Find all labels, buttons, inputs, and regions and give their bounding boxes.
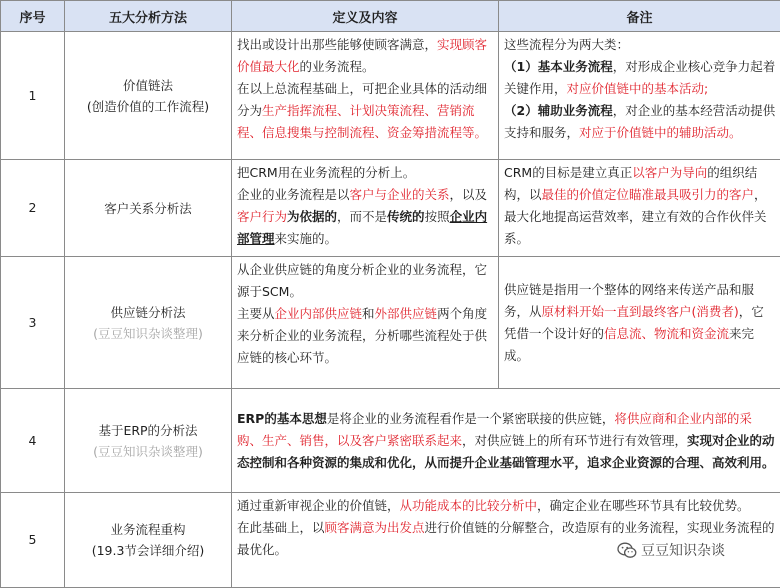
notes-text: ，对形成企业核心竞争力起着关键作用， — [504, 59, 776, 96]
header-notes: 备注 — [499, 1, 780, 32]
definition-bold: ERP的基本思想 — [237, 410, 327, 426]
row-notes — [499, 257, 780, 389]
definition-text: 是将企业的业务流程看作是一个紧密联接的供应链， — [326, 410, 615, 426]
table-row — [1, 257, 780, 389]
method-subtitle: (豆豆知识杂谈整理) — [93, 325, 203, 341]
definition-emphasis: 实现顾客价值最大化 — [237, 37, 488, 74]
definition-text: 从企业供应链的角度分析企业的业务流程，它源于SCM。 — [237, 262, 488, 299]
notes-emphasis: 最佳的价值定位瞄准最具吸引力的客户 — [541, 187, 755, 202]
definition-text: ，以及 — [449, 187, 488, 202]
row-method — [65, 32, 232, 160]
row-notes — [499, 32, 780, 160]
definition-text: 两个角度来分析企业的业务流程，分析哪些流程处于供应链的核心环节。 — [237, 306, 488, 365]
definition-bold: 为依据的 — [287, 209, 338, 224]
definition-text: ，而不是 — [337, 209, 388, 224]
definition-text: 进行价值链的分解整合，改造原有的业务流程，实现业务流程的最优化。 — [237, 520, 775, 557]
definition-text: 和 — [362, 306, 375, 321]
method-subtitle: (创造价值的工作流程) — [86, 98, 210, 114]
method-subtitle: (19.3节会详细介绍) — [91, 543, 205, 558]
row-definition — [232, 160, 499, 257]
notes-emphasis: 原材料开始一直到最终客户(消费者) — [541, 303, 739, 319]
table-header-row — [1, 1, 780, 32]
definition-emphasis: 将供应商和企业内部的采购、生产、销售，以及客户紧密联系起来 — [237, 410, 752, 448]
definition-text: 的业务流程。 — [299, 59, 375, 74]
row-method — [65, 493, 232, 588]
definition-text: 通过重新审视企业的价值链， — [237, 498, 400, 513]
notes-text: ，对企业的基本经营活动提供支持和服务， — [504, 103, 776, 140]
notes-emphasis: 信息流、物流和资金流 — [604, 325, 730, 341]
definition-emphasis: 生产指挥流程、计划决策流程、营销流程、信息搜集与控制流程、资金筹措流程等。 — [237, 103, 488, 140]
row-method — [65, 257, 232, 389]
wechat-icon — [617, 542, 637, 559]
watermark-text: 豆豆知识杂谈 — [641, 543, 725, 559]
method-name: 供应链分析法 — [110, 304, 186, 320]
notes-text: 的组织结构，以 — [504, 165, 758, 202]
definition-emphasis: 从功能成本的比较分析中 — [399, 498, 538, 513]
row-method — [65, 160, 232, 257]
row-method — [65, 389, 232, 493]
header-definition: 定义及内容 — [232, 1, 499, 32]
table-row — [1, 389, 780, 493]
notes-text: 这些流程分为两大类： — [504, 37, 630, 52]
method-name: 价值链法 — [122, 77, 173, 93]
notes-bold: （2）辅助业务流程 — [504, 103, 613, 118]
definition-text: 按照 — [424, 209, 450, 224]
row-definition-wide — [232, 389, 780, 493]
definition-text: 在以上总流程基础上，可把企业具体的活动细分为 — [237, 81, 488, 118]
definition-text: 在此基础上，以 — [237, 520, 325, 535]
definition-bold: 传统的 — [387, 209, 425, 224]
method-name: 客户关系分析法 — [104, 200, 192, 216]
row-index: 3 — [1, 257, 65, 389]
definition-text: ，确定企业在哪些环节具有比较优势。 — [537, 498, 750, 513]
method-subtitle: (豆豆知识杂谈整理) — [93, 443, 203, 459]
definition-emphasis: 客户与企业的关系 — [349, 187, 450, 202]
notes-text: 来完成。 — [504, 325, 755, 363]
definition-bold-underline: 企业内部管理 — [237, 209, 488, 246]
row-definition — [232, 32, 499, 160]
definition-text: 把CRM用在业务流程的分析上。 — [237, 165, 416, 180]
definition-text: 主要从 — [237, 306, 275, 321]
table-row — [1, 32, 780, 160]
notes-emphasis: 对应价值链中的基本活动; — [566, 81, 709, 96]
notes-text: 供应链是指用一个整体的网络来传送产品和服务，从 — [504, 281, 755, 319]
row-index: 5 — [1, 493, 65, 588]
method-name: 基于ERP的分析法 — [98, 422, 198, 438]
notes-text: ，最大化地提高运营效率，建立有效的合作伙伴关系。 — [504, 187, 767, 246]
table-row — [1, 160, 780, 257]
notes-text: CRM的目标是建立真正 — [504, 165, 633, 180]
definition-emphasis: 顾客满意为出发点 — [324, 520, 425, 535]
row-index: 4 — [1, 389, 65, 493]
method-name: 业务流程重构 — [110, 522, 186, 537]
row-notes — [499, 160, 780, 257]
definition-text: ，对供应链上的所有环节进行有效管理， — [462, 432, 688, 448]
notes-emphasis: 以客户为导向 — [632, 165, 708, 180]
definition-text: 来实施的。 — [274, 231, 338, 246]
row-definition — [232, 257, 499, 389]
row-index: 2 — [1, 160, 65, 257]
watermark — [613, 538, 729, 562]
header-method: 五大分析方法 — [65, 1, 232, 32]
notes-bold: （1）基本业务流程 — [504, 59, 613, 74]
notes-emphasis: 对应于价值链中的辅助活动。 — [579, 125, 742, 140]
definition-emphasis: 外部供应链 — [374, 306, 438, 321]
row-index: 1 — [1, 32, 65, 160]
definition-emphasis: 客户行为 — [237, 209, 288, 224]
definition-text: 找出或设计出那些能够使顾客满意， — [237, 37, 438, 52]
header-index: 序号 — [1, 1, 65, 32]
notes-text: ，它凭借一个设计好的 — [504, 303, 764, 341]
definition-text: 企业的业务流程是以 — [237, 187, 350, 202]
definition-emphasis: 企业内部供应链 — [274, 306, 363, 321]
definition-bold: 实现对企业的动态控制和各种资源的集成和优化，从而提升企业基础管理水平，追求企业资源的合理、高效利用。 — [237, 432, 775, 470]
